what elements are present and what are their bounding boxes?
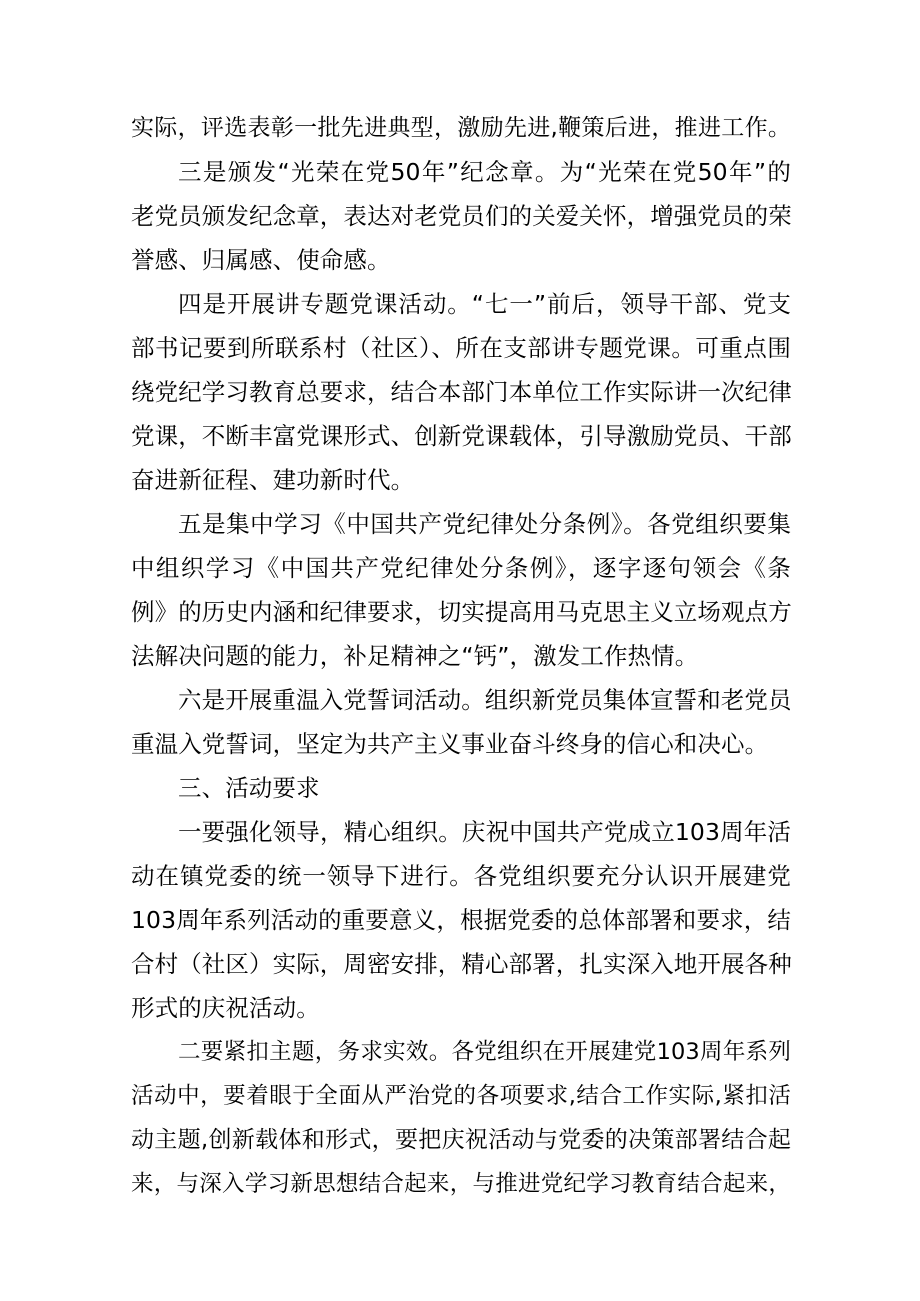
text-line: 动主题,创新载体和形式，要把庆祝活动与党委的决策部署结合起 <box>131 1127 791 1153</box>
text-line: 实际，评选表彰一批先进典型，激励先进,鞭策后进，推进工作。 <box>131 115 791 141</box>
paragraph-first-line: 一要强化领导，精心组织。庆祝中国共产党成立103周年活 <box>178 818 791 846</box>
section-heading: 三、活动要求 <box>178 774 320 802</box>
text-line: 形式的庆祝活动。 <box>131 994 320 1022</box>
paragraph-first-line: 三是颁发“光荣在党50年”纪念章。为“光荣在党50年”的 <box>178 158 791 186</box>
paragraph-first-line: 四是开展讲专题党课活动。“七一”前后，领导干部、党支 <box>178 290 791 318</box>
text-line: 绕党纪学习教育总要求，结合本部门本单位工作实际讲一次纪律 <box>131 378 792 406</box>
text-line: 重温入党誓词，坚定为共产主义事业奋斗终身的信心和决心。 <box>131 730 769 758</box>
text-line: 来，与深入学习新思想结合起来，与推进党纪学习教育结合起来， <box>131 1171 791 1197</box>
text-line: 活动中，要着眼于全面从严治党的各项要求,结合工作实际,紧扣活 <box>131 1083 791 1109</box>
paragraph-first-line: 二要紧扣主题，务求实效。各党组织在开展建党103周年系列 <box>178 1039 791 1065</box>
text-line: 中组织学习《中国共产党纪律处分条例》，逐字逐句领会《条 <box>131 554 791 582</box>
text-line: 例》的历史内涵和纪律要求，切实提高用马克思主义立场观点方 <box>131 598 792 626</box>
text-line: 动在镇党委的统一领导下进行。各党组织要充分认识开展建党 <box>131 862 791 890</box>
paragraph-first-line: 六是开展重温入党誓词活动。组织新党员集体宣誓和老党员 <box>178 686 792 714</box>
text-line: 誉感、归属感、使命感。 <box>131 246 391 274</box>
text-line: 老党员颁发纪念章，表达对老党员们的关爱关怀，增强党员的荣 <box>131 202 792 230</box>
text-line: 103周年系列活动的重要意义，根据党委的总体部署和要求，结 <box>131 906 791 934</box>
text-line: 合村（社区）实际，周密安排，精心部署，扎实深入地开展各种 <box>131 950 792 978</box>
text-line: 奋进新征程、建功新时代。 <box>131 466 415 494</box>
paragraph-first-line: 五是集中学习《中国共产党纪律处分条例》。各党组织要集 <box>178 510 791 538</box>
text-line: 部书记要到所联系村（社区）、所在支部讲专题党课。可重点围 <box>131 334 791 362</box>
text-line: 法解决问题的能力，补足精神之“钙”，激发工作热情。 <box>131 642 699 670</box>
text-line: 党课，不断丰富党课形式、创新党课载体，引导激励党员、干部 <box>131 422 792 450</box>
